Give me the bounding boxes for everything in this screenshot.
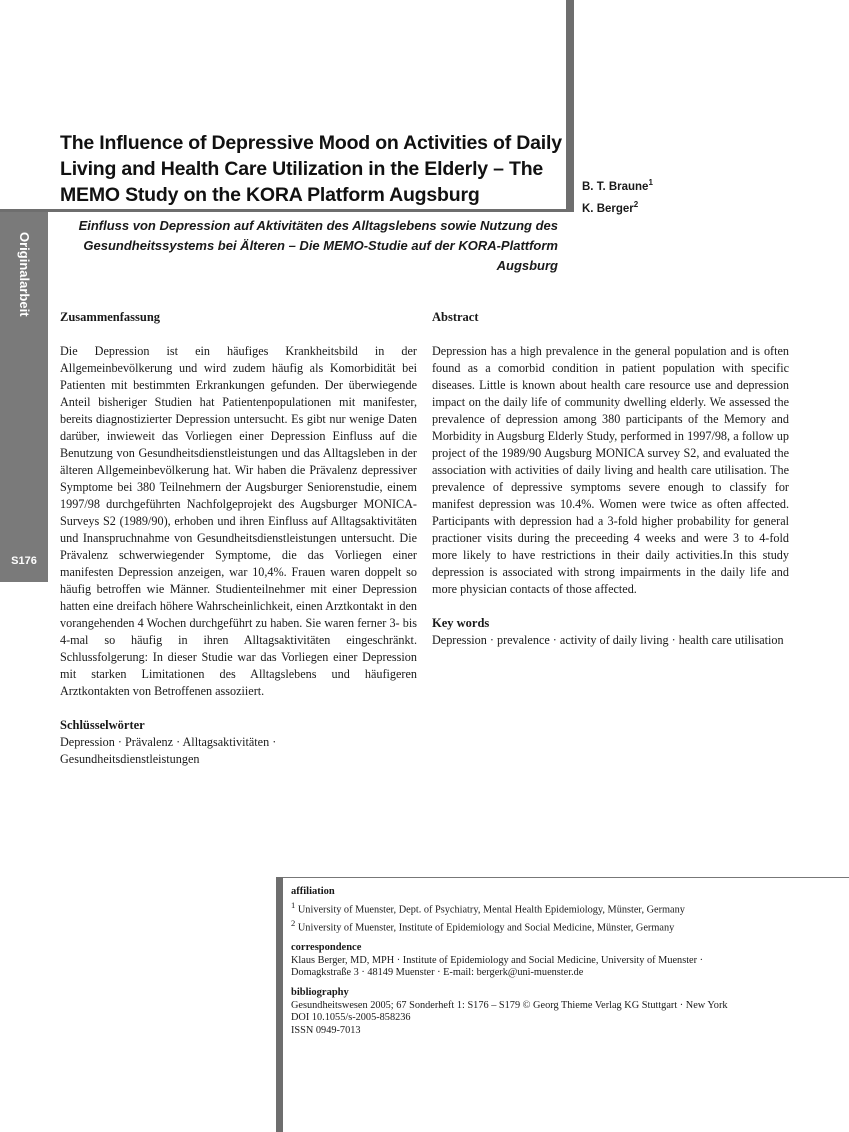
english-keywords: Depression · prevalence · activity of daily living · health care utilisation xyxy=(432,633,784,647)
affiliation-rule xyxy=(283,877,849,878)
affiliation-line: $^2$ University of Muenster, Institute of Epidemiology and Social Medicine, Münster, Germany xyxy=(291,917,675,934)
english-keywords-heading: Key words xyxy=(432,616,490,630)
english-abstract-heading: Abstract xyxy=(432,310,479,324)
correspondence-line: Klaus Berger, MD, MPH · Institute of Epidemiology and Social Medicine, University of Muenster · xyxy=(291,954,704,966)
correspondence-section xyxy=(291,942,841,980)
english-abstract xyxy=(432,309,789,649)
german-abstract-body: Die Depression ist ein häufiges Krankheitsbild in der Allgemeinbevölkerung und wird zudem häufig als Komorbidität bei Patienten mit bestimmten Erkrankungen gefunden. Der überwiegende Anteil bisheriger Studien hat Patientenpopulationen mit manifester, bereits diagnostizierter Depression untersucht. Es gibt nur wenige Daten darüber, inwieweit das Vorliegen einer Depression Einfluss auf die Benutzung von Gesundheitsdienstleistungen und das Alltagsleben in der älteren Allgemeinbevölkerung hat. Wir haben die Prävalenz depressiver Symptome bei 380 Teilnehmern der Augsburger Seniorenstudie, einem 1997/98 durchgeführten Nachfolgeprojekt des Augsburger MONICA-Surveys S2 (1989/90), erhoben und ihren Einfluss auf Alltagsaktivitäten und Inanspruchnahme von Gesundheitsdienstleistungen untersucht. Die Prävalenz schwerwiegender Symptome, die das Vorliegen einer manifesten Depression anzeigen, war 10,4%. Frauen waren doppelt so häufig betroffen wie Männer. Studienteilnehmer mit einer Depression hatten eine dreifach höhere Wahrscheinlichkeit, einen Arztkontakt in den vorangehenden 4 Wochen durchgeführt zu haben. Sie waren ferner 3- bis 4-mal so häufig in ihren Alltagsaktivitäten eingeschränkt. Schlussfolgerung: In dieser Studie war das Vorliegen einer Depression mit starken Limitationen des Alltagslebens und häufigeren Arztkontakten von Betroffenen assoziiert. xyxy=(60,344,417,698)
bibliography-section xyxy=(291,987,841,1038)
german-subtitle: Einfluss von Depression auf Aktivitäten des Alltagslebens sowie Nutzung des Gesundheitssystems bei Älteren – Die MEMO-Studie auf der KORA-Plattform Augsburg xyxy=(78,218,558,273)
title-rule xyxy=(0,209,574,212)
affiliation-line: $^1$ University of Muenster, Dept. of Psychiatry, Mental Health Epidemiology, Münster, Germany xyxy=(291,899,685,916)
author-list xyxy=(582,174,653,218)
german-keywords-heading: Schlüsselwörter xyxy=(60,718,145,732)
affiliation-box xyxy=(276,877,849,1132)
section-side-tab xyxy=(0,212,48,582)
affiliation-content xyxy=(291,886,841,1045)
correspondence-heading: correspondence xyxy=(291,941,362,953)
page-number: S176 xyxy=(11,555,37,567)
german-abstract xyxy=(60,309,417,768)
bibliography-heading: bibliography xyxy=(291,987,349,999)
german-abstract-heading: Zusammenfassung xyxy=(60,310,161,324)
german-keywords: Depression · Prävalenz · Alltagsaktivitäten · Gesundheitsdienstleistungen xyxy=(60,735,277,766)
bibliography-doi: DOI 10.1055/s-2005-858236 xyxy=(291,1012,411,1024)
author: K. Berger$^2$ xyxy=(582,199,639,215)
affiliation-bar xyxy=(276,877,283,1132)
author: B. T. Braune$^1$ xyxy=(582,178,653,193)
section-label: Originalarbeit xyxy=(17,232,32,317)
header-vertical-bar xyxy=(566,0,574,212)
affiliation-heading: affiliation xyxy=(291,886,335,897)
english-abstract-body: Depression has a high prevalence in the general population and is often found as a comorbid condition in patient population with specific diseases. Little is known about health care resource use and depression impact on the daily life of community dwelling elderly. We assessed the prevalence of depression among 380 participants of the Memory and Morbidity in Augsburg Elderly Study, performed in 1997/98, a follow up project of the 1989/90 Augsburg MONICA survey S2, and evaluated the association with activities of daily living and health care utilisation. The prevalence of depressive symptoms severe enough to classify for manifest depression was 10.4%. Women were twice as often affected. Participants with depression had a 3-fold higher probability for general practioner visits during the preceeding 4 weeks and were 3 to 4-fold more likely to have restrictions in their daily activities.In this study depression is associated with strong impairments in the daily life and more physician contacts of those affected. xyxy=(432,344,789,596)
correspondence-line: Domagkstraße 3 · 48149 Muenster · E-mail: bergerk@uni-muenster.de xyxy=(291,967,584,979)
bibliography-issn: ISSN 0949-7013 xyxy=(291,1025,361,1037)
bibliography-citation: Gesundheitswesen 2005; 67 Sonderheft 1: S176 – S179 © Georg Thieme Verlag KG Stuttgart · New York xyxy=(291,999,728,1011)
affiliation-section xyxy=(291,886,841,935)
article-title: The Influence of Depressive Mood on Activities of Daily Living and Health Care Utilization in the Elderly – The MEMO Study on the KORA Platform Augsburg xyxy=(60,132,562,206)
